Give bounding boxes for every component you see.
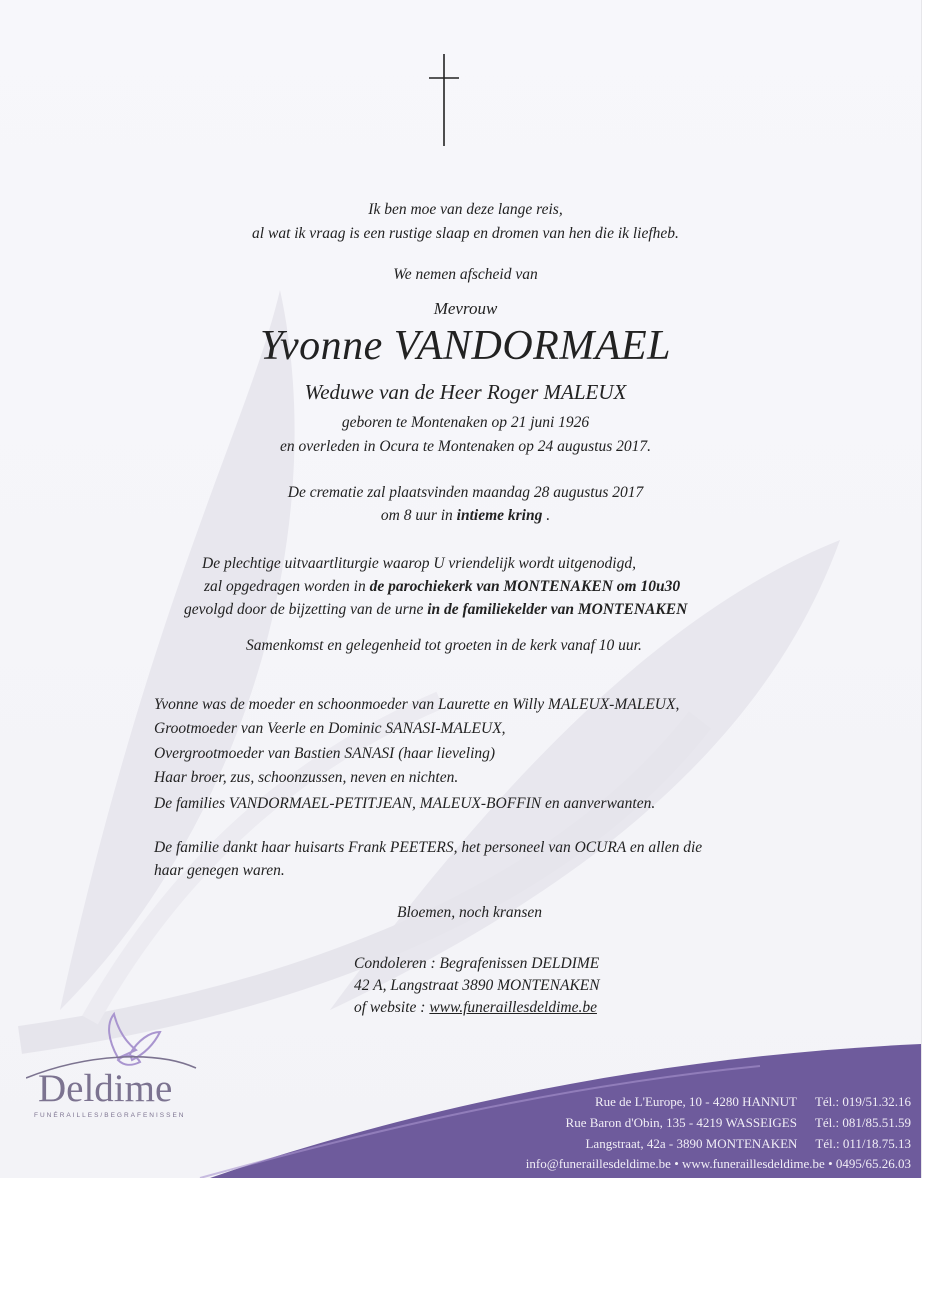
widow-line: Weduwe van de Heer Roger MALEUX bbox=[304, 380, 627, 404]
family-line: Overgrootmoeder van Bastien SANASI (haar lieveling) bbox=[154, 745, 496, 762]
website-link[interactable]: www.funeraillesdeldime.be bbox=[429, 999, 597, 1016]
cross-icon bbox=[424, 52, 464, 148]
verse-line-1: Ik ben moe van deze lange reis, bbox=[368, 201, 563, 218]
honorific: Mevrouw bbox=[433, 299, 498, 318]
cremation-line-1: De crematie zal plaatsvinden maandag 28 augustus 2017 bbox=[287, 484, 644, 501]
flowers-line: Bloemen, noch kransen bbox=[397, 904, 543, 921]
contact-line: info@funeraillesdeldime.be • www.funeraillesdeldime.be • 0495/65.26.03 bbox=[525, 1156, 911, 1171]
liturgy-line-1: De plechtige uitvaartliturgie waarop U vriendelijk wordt uitgenodigd, bbox=[202, 555, 636, 572]
address-row: Rue de L'Europe, 10 - 4280 HANNUT Tél.: 019/51.32.16 bbox=[594, 1094, 911, 1109]
thanks-line-2: haar genegen waren. bbox=[154, 862, 285, 879]
logo-tagline: FUNÉRAILLES/BEGRAFENISSEN bbox=[34, 1112, 186, 1119]
intro-text: We nemen afscheid van bbox=[393, 266, 538, 283]
family-line: De families VANDORMAEL-PETITJEAN, MALEUX-BOFFIN en aanverwanten. bbox=[154, 795, 656, 812]
gathering-line: Samenkomst en gelegenheid tot groeten in de kerk vanaf 10 uur. bbox=[246, 637, 642, 654]
verse-line-2: al wat ik vraag is een rustige slaap en dromen van hen die ik liefheb. bbox=[252, 225, 679, 242]
family-line: Haar broer, zus, schoonzussen, neven en nichten. bbox=[154, 769, 459, 786]
birth-line: geboren te Montenaken op 21 juni 1926 bbox=[341, 414, 590, 431]
logo-name: Deldime bbox=[38, 1067, 173, 1110]
thanks-line-1: De familie dankt haar huisarts Frank PEETERS, het personeel van OCURA en allen die bbox=[154, 839, 703, 856]
liturgy-line-2: zal opgedragen worden in de parochiekerk van MONTENAKEN om 10u30 bbox=[204, 578, 681, 595]
family-line: Grootmoeder van Veerle en Dominic SANASI-MALEUX, bbox=[154, 720, 506, 737]
address-row: Rue Baron d'Obin, 135 - 4219 WASSEIGES Tél.: 081/85.51.59 bbox=[565, 1115, 911, 1130]
deceased-name: Yvonne VANDORMAEL bbox=[260, 323, 671, 369]
death-line: en overleden in Ocura te Montenaken op 24 augustus 2017. bbox=[279, 438, 652, 455]
cremation-line-2: om 8 uur in intieme kring . bbox=[380, 507, 551, 524]
condolences-line-1: Condoleren : Begrafenissen DELDIME bbox=[354, 955, 600, 972]
family-line: Yvonne was de moeder en schoonmoeder van Laurette en Willy MALEUX-MALEUX, bbox=[154, 696, 680, 713]
condolences-line-3: of website : www.funeraillesdeldime.be bbox=[354, 999, 597, 1016]
liturgy-line-3: gevolgd door de bijzetting van de urne in de familiekelder van MONTENAKEN bbox=[184, 601, 688, 618]
address-row: Langstraat, 42a - 3890 MONTENAKEN Tél.: 011/18.75.13 bbox=[585, 1136, 911, 1151]
condolences-line-2: 42 A, Langstraat 3890 MONTENAKEN bbox=[354, 977, 600, 994]
